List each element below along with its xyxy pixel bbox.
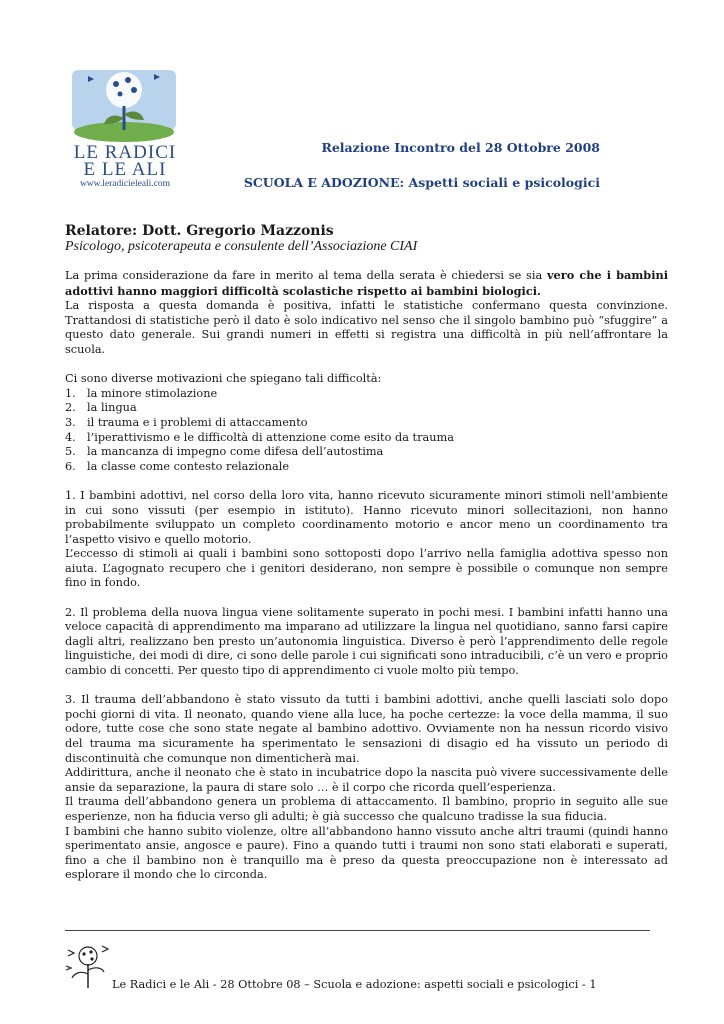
list-item bbox=[65, 445, 668, 460]
list-item bbox=[65, 401, 668, 416]
association-logo bbox=[62, 62, 188, 190]
list-item-number: 6. bbox=[65, 459, 76, 473]
logo-name-line1: LE RADICI bbox=[73, 142, 177, 163]
list-item-text: la classe come contesto relazionale bbox=[87, 459, 290, 473]
speaker-line bbox=[65, 223, 334, 239]
section-3-paragraph-2: Addirittura, anche il neonato che è stato in incubatrice dopo la nascita può vivere successivamente delle ansie da separazione, la paura di stare solo … è il corpo che ricorda quell’esperienza. bbox=[65, 766, 668, 794]
list-item-number: 4. bbox=[65, 430, 76, 444]
intro-continuation: La risposta a questa domanda è positiva, infatti le statistiche confermano questa convinzione. Trattandosi di statistiche però il dato è solo indicativo nel senso che il singolo bambino può “sfuggire” a questo dato generale. Sui grandi numeri in effetti si registra una difficoltà in più nell’affrontare la scuola. bbox=[65, 299, 668, 356]
list-item-text: la lingua bbox=[87, 401, 137, 415]
footer-divider bbox=[65, 930, 650, 931]
list-item-number: 3. bbox=[65, 415, 76, 429]
list-item-text: la minore stimolazione bbox=[87, 386, 218, 400]
section-2-paragraph: 2. Il problema della nuova lingua viene solitamente superato in pochi mesi. I bambini infatti hanno una veloce capacità di apprendimento ma imparano ad utilizzare la lingua nel quotidiano, sanno farsi capire dagli altri, realizzano ben presto un’autonomia linguistica. Diverso è però l’apprendimento delle regole linguistiche, dei modi di dire, ci sono delle parole i cui significati sono intraducibili, c’è un vero e proprio cambio di concetti. Per questo tipo di apprendimento ci vuole molto più tempo. bbox=[65, 605, 668, 678]
tree-with-birds-icon bbox=[68, 62, 180, 142]
list-item bbox=[65, 460, 668, 475]
intro-paragraph bbox=[65, 268, 668, 299]
list-item-number: 5. bbox=[65, 445, 76, 459]
list-item-number: 2. bbox=[65, 401, 76, 415]
document-body bbox=[65, 268, 668, 883]
list-item-text: l’iperattivismo e le difficoltà di attenzione come esito da trauma bbox=[87, 430, 454, 444]
page-footer: Le Radici e le Ali - 28 Ottobre 08 – Scuola e adozione: aspetti sociali e psicologici - 1 bbox=[112, 978, 597, 991]
document-title: Relazione Incontro del 28 Ottobre 2008 bbox=[321, 140, 600, 155]
list-item bbox=[65, 387, 668, 402]
section-1-paragraph-2: L’eccesso di stimoli ai quali i bambini sono sottoposti dopo l’arrivo nella famiglia adottiva spesso non aiuta. L’agognato recupero che i genitori desiderano, non sempre è possibile o comunque non sempre fino in fondo. bbox=[65, 547, 668, 590]
list-item-number: 1. bbox=[65, 386, 76, 400]
section-3-paragraph-4: I bambini che hanno subito violenze, oltre all’abbandono hanno vissuto anche altri traumi (quindi hanno sperimentato ansie, angosce e paure). Fino a quando tutti i traumi non sono stati elaborati e superati, fino a che il bambino non è tranquillo ma è preso da questa preoccupazione non è interessato ad esplorare il mondo che lo circonda. bbox=[65, 824, 668, 882]
reasons-intro: Ci sono diverse motivazioni che spiegano tali difficoltà: bbox=[65, 372, 382, 386]
intro-highlight: vero che i bambini adottivi hanno maggiori difficoltà scolastiche rispetto ai bambini biologici. bbox=[65, 268, 668, 298]
list-item bbox=[65, 416, 668, 431]
speaker-role: Psicologo, psicoterapeuta e consulente dell’Associazione CIAI bbox=[65, 239, 418, 254]
section-3-paragraph-3: Il trauma dell’abbandono genera un problema di attaccamento. Il bambino, proprio in seguito alle sue esperienze, non ha fiducia verso gli adulti; è già successo che qualcuno tradisse la sua fiducia. bbox=[65, 795, 668, 823]
document-subtitle: SCUOLA E ADOZIONE: Aspetti sociali e psicologici bbox=[243, 175, 600, 190]
list-item-text: la mancanza di impegno come difesa dell’autostima bbox=[87, 445, 384, 459]
bird-tree-sketch-icon bbox=[62, 940, 114, 992]
speaker-label: Relatore: bbox=[65, 223, 138, 239]
section-1-paragraph: 1. I bambini adottivi, nel corso della loro vita, hanno ricevuto sicuramente minori stimoli nell’ambiente in cui sono vissuti (per esempio in istituto). Hanno ricevuto minori sollecitazioni, non hanno probabilmente sviluppato un completo coordinamento motorio e ancor meno un coordinamento tra l’aspetto visivo e quello motorio. bbox=[65, 488, 668, 546]
logo-name-line2: E LE ALI bbox=[83, 159, 167, 180]
intro-text: La prima considerazione da fare in merito al tema della serata è chiedersi se sia bbox=[65, 269, 547, 282]
list-item-text: il trauma e i problemi di attaccamento bbox=[87, 415, 308, 429]
logo-website: www.leradicieleali.com bbox=[79, 179, 171, 189]
section-3-paragraph: 3. Il trauma dell’abbandono è stato vissuto da tutti i bambini adottivi, anche quelli lasciati solo dopo pochi giorni di vita. Il neonato, quando viene alla luce, ha poche certezze: la voce della mamma, il suo odore, tutte cose che sono state negate al bambino adottivo. Ovviamente non ha nessun ricordo visivo del trauma ma sicuramente ha sperimentato le sensazioni di disagio ed ha vissuto un periodo di discontinuità che comunque non dimenticherà mai. bbox=[65, 693, 668, 765]
speaker-name: Dott. Gregorio Mazzonis bbox=[142, 223, 334, 239]
reasons-list bbox=[65, 387, 668, 475]
list-item bbox=[65, 431, 668, 446]
